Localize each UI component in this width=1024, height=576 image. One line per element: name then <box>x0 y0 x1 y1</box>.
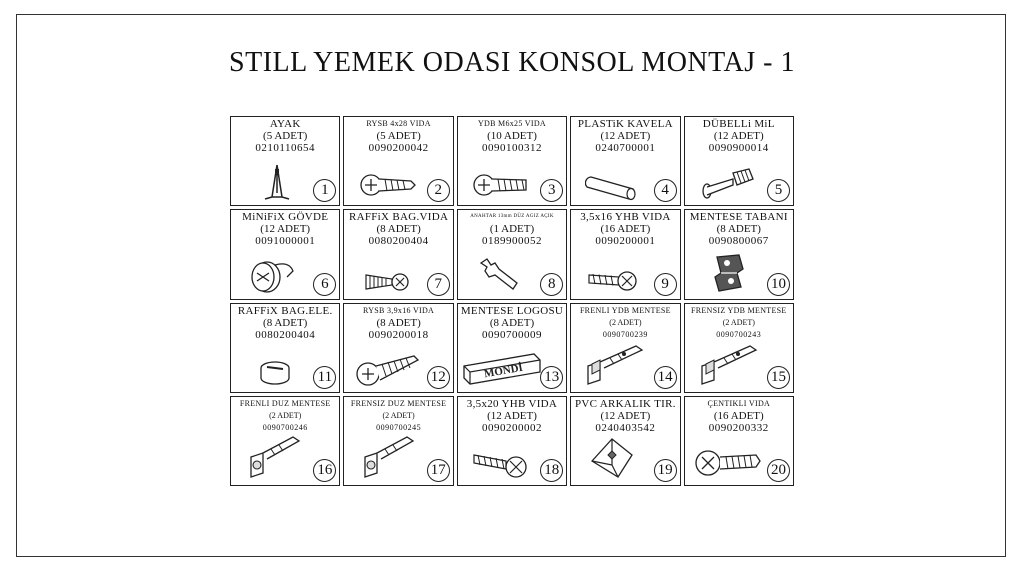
part-number-badge: 15 <box>767 366 790 389</box>
part-qty: (2 ADET) <box>722 317 755 327</box>
part-number-badge: 1 <box>313 179 336 202</box>
part-cell <box>684 396 794 486</box>
part-code: 0090100312 <box>481 142 542 154</box>
parts-grid <box>230 116 794 486</box>
part-code: 0090700009 <box>481 328 542 341</box>
hinge-plate-icon <box>707 251 751 295</box>
part-name: 3,5x16 YHB VIDA <box>580 211 671 224</box>
part-cell <box>457 396 567 486</box>
part-code: 0090200001 <box>595 235 656 248</box>
part-cell <box>230 396 340 486</box>
corner-bracket-icon <box>588 435 642 481</box>
part-name: MiNiFiX GÖVDE <box>242 211 329 224</box>
screw-icon <box>359 165 419 201</box>
logo-plate-icon <box>460 348 544 388</box>
part-cell <box>343 209 453 299</box>
part-qty: (16 ADET) <box>713 409 764 422</box>
screw-icon <box>472 165 532 201</box>
part-number-badge: 3 <box>540 179 563 202</box>
part-name: PVC ARKALIK TIR. <box>574 397 676 410</box>
part-name: FRENLI YDB MENTESE <box>579 305 671 315</box>
part-qty: (12 ADET) <box>713 130 764 142</box>
part-code: 0090700243 <box>716 329 762 339</box>
part-cell <box>457 209 567 299</box>
hinge-icon <box>694 336 764 388</box>
part-code: 0090700246 <box>262 422 308 432</box>
cam-lock-icon <box>245 255 305 295</box>
part-name: DÜBELLi MiL <box>702 118 775 130</box>
part-code: 0210110654 <box>255 142 315 154</box>
part-number-badge: 13 <box>540 366 563 389</box>
page-title: STILL YEMEK ODASI KONSOL MONTAJ - 1 <box>229 47 795 78</box>
part-name: FRENLI DUZ MENTESE <box>239 398 331 408</box>
part-code: 0240700001 <box>595 142 656 154</box>
screw-icon <box>694 441 764 481</box>
part-number-badge: 20 <box>767 459 790 482</box>
part-qty: (12 ADET) <box>600 409 651 422</box>
part-name: FRENSIZ DUZ MENTESE <box>350 398 447 408</box>
part-cell <box>570 209 680 299</box>
part-qty: (8 ADET) <box>263 316 308 329</box>
part-name: RAFFiX BAG.ELE. <box>237 304 333 317</box>
part-qty: (5 ADET) <box>263 130 308 142</box>
part-qty: (16 ADET) <box>600 223 651 236</box>
part-qty: (2 ADET) <box>269 410 302 420</box>
part-cell <box>684 303 794 393</box>
part-number-badge: 4 <box>654 179 677 202</box>
part-cell <box>457 116 567 206</box>
part-number-badge: 18 <box>540 459 563 482</box>
part-name: FRENSIZ YDB MENTESE <box>690 305 787 315</box>
screw-icon <box>354 348 424 388</box>
part-qty: (1 ADET) <box>489 223 535 236</box>
part-number-badge: 14 <box>654 366 677 389</box>
part-code: 0090700239 <box>602 329 648 339</box>
part-code: 0189900052 <box>481 235 542 248</box>
part-name: RYSB 3,9x16 VIDA <box>363 305 435 315</box>
part-cell <box>343 116 453 206</box>
part-number-badge: 5 <box>767 179 790 202</box>
part-name: YDB M6x25 VIDA <box>477 119 547 128</box>
part-name: ANAHTAR 13mm DÜZ AGIZ AÇIK <box>470 214 554 220</box>
logo-text: MONDİ <box>483 361 524 381</box>
part-code: 0091000001 <box>255 235 316 248</box>
part-qty: (2 ADET) <box>609 317 642 327</box>
part-code: 0090200018 <box>368 328 429 341</box>
part-name: RAFFiX BAG.VIDA <box>348 211 449 224</box>
connector-icon <box>253 358 297 388</box>
part-code: 0080200404 <box>368 235 429 248</box>
part-cell <box>570 396 680 486</box>
part-qty: (8 ADET) <box>489 316 535 329</box>
part-name: PLASTiK KAVELA <box>577 118 673 130</box>
part-code: 0090200042 <box>368 142 429 154</box>
part-qty: (8 ADET) <box>376 223 421 236</box>
bolt-dowel-icon <box>699 165 759 201</box>
part-qty: (8 ADET) <box>716 223 761 236</box>
screw-icon <box>472 445 532 481</box>
part-cell <box>570 116 680 206</box>
part-code: 0090200332 <box>708 421 769 434</box>
part-code: 0090200002 <box>481 421 542 434</box>
hinge-icon <box>357 429 421 481</box>
part-qty: (12 ADET) <box>260 223 311 236</box>
part-cell <box>684 116 794 206</box>
part-code: 0090700245 <box>376 422 422 432</box>
part-number-badge: 11 <box>313 366 336 389</box>
part-qty: (12 ADET) <box>487 409 537 422</box>
part-name: AYAK <box>269 118 301 130</box>
part-name: MENTESE TABANI <box>689 211 788 224</box>
part-number-badge: 8 <box>540 273 563 296</box>
part-code: 0240403542 <box>595 421 656 434</box>
part-cell <box>457 303 567 393</box>
part-cell <box>343 396 453 486</box>
screw-icon <box>362 265 416 295</box>
part-number-badge: 7 <box>427 273 450 296</box>
part-number-badge: 10 <box>767 273 790 296</box>
part-number-badge: 9 <box>654 273 677 296</box>
part-number-badge: 2 <box>427 179 450 202</box>
part-code: 0090900014 <box>708 142 769 154</box>
part-qty: (8 ADET) <box>376 316 421 329</box>
part-qty: (10 ADET) <box>487 130 537 142</box>
part-qty: (2 ADET) <box>382 410 415 420</box>
screw-icon <box>587 263 643 295</box>
part-cell <box>230 209 340 299</box>
hinge-icon <box>243 429 307 481</box>
part-name: MENTESE LOGOSU <box>460 304 564 317</box>
part-name: ÇENTIKLI VIDA <box>707 398 771 408</box>
wrench-icon <box>477 255 527 295</box>
part-code: 0080200404 <box>255 328 316 341</box>
part-number-badge: 17 <box>427 459 450 482</box>
dowel-icon <box>585 167 645 201</box>
leg-icon <box>257 163 297 201</box>
part-name: RYSB 4x28 VIDA <box>366 119 431 128</box>
part-cell <box>570 303 680 393</box>
part-cell <box>343 303 453 393</box>
part-cell <box>684 209 794 299</box>
part-cell <box>230 116 340 206</box>
part-qty: (12 ADET) <box>600 130 651 142</box>
part-number-badge: 19 <box>654 459 677 482</box>
part-number-badge: 12 <box>427 366 450 389</box>
part-code: 0090800067 <box>708 235 769 248</box>
part-number-badge: 16 <box>313 459 336 482</box>
part-name: 3,5x20 YHB VIDA <box>466 397 558 410</box>
part-cell <box>230 303 340 393</box>
part-number-badge: 6 <box>313 273 336 296</box>
part-qty: (5 ADET) <box>376 130 421 142</box>
hinge-icon <box>580 336 650 388</box>
